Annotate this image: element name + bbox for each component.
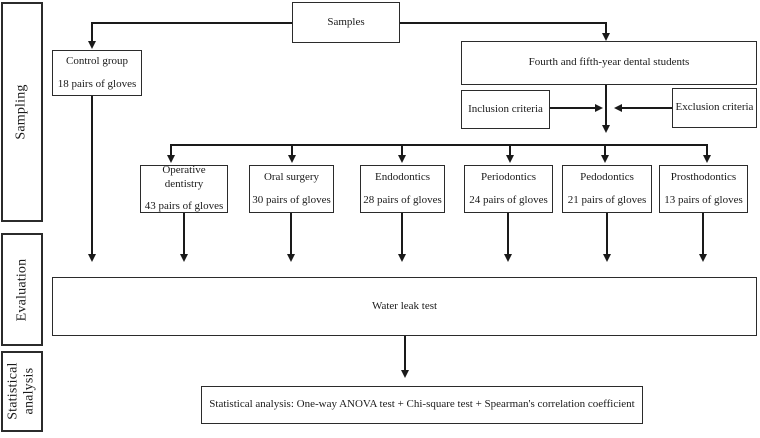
arrowhead-spec5-to-test (603, 254, 611, 262)
specialty-count: 21 pairs of gloves (567, 193, 647, 206)
arrowhead-spec2-to-test (287, 254, 295, 262)
arrowhead-drop-6 (703, 155, 711, 163)
connector-spec2-to-test (290, 213, 292, 255)
arrowhead-spec6-to-test (699, 254, 707, 262)
specialty-count: 43 pairs of gloves (144, 200, 224, 213)
samples-label: Samples (327, 15, 365, 28)
specialty-name: Endodontics (375, 170, 430, 183)
arrowhead-spec1-to-test (180, 254, 188, 262)
arrowhead-drop-4 (506, 155, 514, 163)
connector-samples-to-control-vline (91, 22, 93, 42)
specialty-count: 24 pairs of gloves (469, 193, 548, 206)
connector-distribution-hline (170, 144, 708, 146)
arrowhead-spec3-to-test (398, 254, 406, 262)
specialty-name: Periodontics (481, 170, 536, 183)
connector-inclusion-hline (550, 107, 596, 109)
arrowhead-drop-2 (288, 155, 296, 163)
water-leak-test-node (52, 277, 757, 336)
arrowhead-to-students (602, 33, 610, 41)
arrowhead-control-to-test (88, 254, 96, 262)
connector-spec1-to-test (183, 213, 185, 255)
specialty-node-oral-surgery (249, 165, 334, 213)
specialty-count: 13 pairs of gloves (664, 193, 743, 206)
phase-box-sampling (1, 2, 43, 222)
inclusion-criteria-label: Inclusion criteria (468, 102, 543, 115)
control-group-count: 18 pairs of gloves (57, 77, 137, 90)
exclusion-criteria-node (672, 88, 757, 128)
specialty-node-endodontics (360, 165, 445, 213)
phase-label-evaluation: Evaluation (14, 258, 29, 321)
arrowhead-drop-1 (167, 155, 175, 163)
control-group-node (52, 50, 142, 96)
specialty-node-operative-dentistry (140, 165, 228, 213)
arrowhead-test-to-stats (401, 370, 409, 378)
connector-spec6-to-test (702, 213, 704, 255)
specialty-name: Oral surgery (263, 170, 320, 183)
statistical-analysis-node (201, 386, 643, 424)
arrowhead-students-down (602, 125, 610, 133)
specialty-count: 28 pairs of gloves (363, 193, 442, 206)
arrowhead-to-control-group (88, 41, 96, 49)
students-node (461, 41, 757, 85)
inclusion-criteria-node (461, 90, 550, 129)
specialty-node-pedodontics (562, 165, 652, 213)
arrowhead-drop-5 (601, 155, 609, 163)
connector-students-down-vline (605, 85, 607, 126)
specialty-node-periodontics (464, 165, 553, 213)
connector-spec5-to-test (606, 213, 608, 255)
connector-test-to-stats-vline (404, 336, 406, 371)
connector-control-to-test-vline (91, 96, 93, 255)
connector-samples-to-students-hline (400, 22, 607, 24)
connector-spec4-to-test (507, 213, 509, 255)
statistical-analysis-label: Statistical analysis: One-way ANOVA test + Chi-square test + Spearman's correlation coefficient (209, 398, 635, 411)
phase-box-statistical-analysis (1, 351, 43, 432)
specialty-name: Operative dentistry (162, 163, 206, 190)
students-label: Fourth and fifth-year dental students (528, 56, 690, 69)
phase-label-sampling: Sampling (14, 84, 29, 140)
exclusion-criteria-label: Exclusion criteria (675, 101, 754, 114)
specialty-name: Pedodontics (580, 170, 634, 183)
arrowhead-drop-3 (398, 155, 406, 163)
samples-node (292, 2, 400, 43)
arrowhead-spec4-to-test (504, 254, 512, 262)
specialty-count: 30 pairs of gloves (252, 193, 331, 206)
arrowhead-inclusion-right (595, 104, 603, 112)
connector-exclusion-hline (622, 107, 672, 109)
connector-spec3-to-test (401, 213, 403, 255)
phase-label-statistical-analysis: Statistical analysis (5, 362, 38, 421)
arrowhead-exclusion-left (614, 104, 622, 112)
specialty-name: Prosthodontics (670, 170, 737, 183)
phase-box-evaluation (1, 233, 43, 346)
connector-samples-to-control-hline (92, 22, 292, 24)
specialty-node-prosthodontics (659, 165, 748, 213)
control-group-title: Control group (65, 54, 129, 67)
water-leak-test-label: Water leak test (371, 299, 438, 312)
